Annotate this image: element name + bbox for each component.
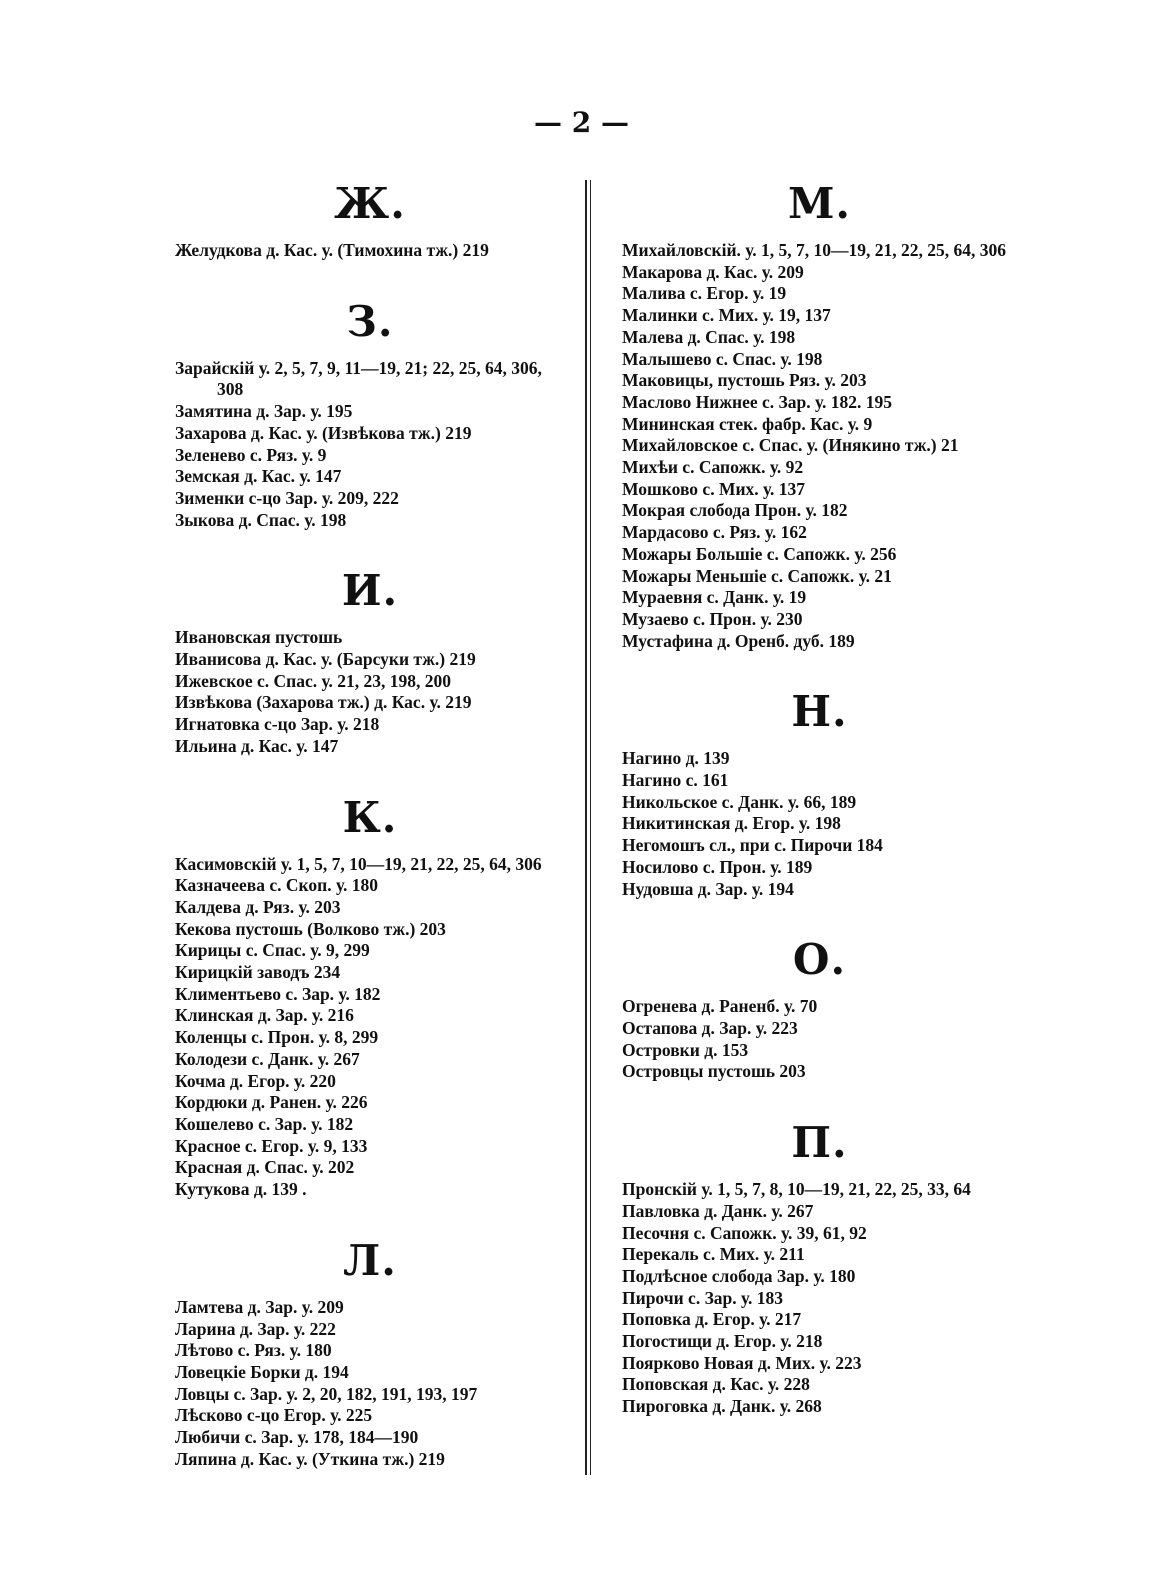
index-entry: Михайловскій. у. 1, 5, 7, 10—19, 21, 22, 25, 64, 306 <box>622 240 1007 260</box>
index-entry: Носилово с. Прон. у. 189 <box>622 856 813 877</box>
section-letter: Н. <box>791 687 848 737</box>
index-entry: Можары Большіе с. Сапожк. у. 256 <box>622 543 897 564</box>
index-entry: Зарайскій у. 2, 5, 7, 9, 11—19, 21; 22, 25, 64, 306, 308 <box>175 357 542 400</box>
index-entry: Малинки с. Мих. у. 19, 137 <box>622 305 831 326</box>
index-entry: Замятина д. Зар. у. 195 <box>175 401 353 422</box>
index-entry: Лѣтово с. Ряз. у. 180 <box>175 1340 332 1361</box>
index-entry: Извѣкова (Захарова тж.) д. Кас. у. 219 <box>175 692 472 713</box>
entry-list <box>175 358 565 532</box>
index-entry: Калдева д. Ряз. у. 203 <box>175 896 341 917</box>
index-entry: Зименки с-цо Зар. у. 209, 222 <box>175 487 399 508</box>
index-entry: Подлѣсное слобода Зар. у. 180 <box>622 1265 856 1286</box>
index-entry: Островцы пустошь 203 <box>622 1061 806 1082</box>
index-entry: Казначеева с. Скоп. у. 180 <box>175 875 378 896</box>
index-entry: Ловцы с. Зар. у. 2, 20, 182, 191, 193, 197 <box>175 1383 478 1404</box>
index-entry: Перекаль с. Мих. у. 211 <box>622 1244 805 1265</box>
index-entry: Мининская стек. фабр. Кас. у. 9 <box>622 413 873 434</box>
index-entry: Ловецкіе Борки д. 194 <box>175 1361 349 1382</box>
index-entry: Пироговка д. Данк. у. 268 <box>622 1396 822 1417</box>
entry-list <box>175 1297 565 1471</box>
index-entry: Нагино с. 161 <box>622 770 729 791</box>
index-entry: Малышево с. Спас. у. 198 <box>622 348 823 369</box>
index-entry: Негомошъ сл., при с. Пирочи 184 <box>622 835 883 856</box>
entry-list <box>622 996 1017 1083</box>
index-entry: Ильина д. Кас. у. 147 <box>175 735 339 756</box>
index-entry: Колодези с. Данк. у. 267 <box>175 1048 360 1069</box>
index-entry: Касимовскій у. 1, 5, 7, 10—19, 21, 22, 25, 64, 306 <box>175 853 542 874</box>
index-entry: Маковицы, пустошь Ряз. у. 203 <box>622 370 867 391</box>
index-section <box>622 1117 1017 1418</box>
index-entry: Красное с. Егор. у. 9, 133 <box>175 1135 368 1156</box>
section-letter: М. <box>787 179 852 228</box>
index-entry: Иванисова д. Кас. у. (Барсуки тж.) 219 <box>175 649 476 670</box>
index-entry: Павловка д. Данк. у. 267 <box>622 1200 814 1221</box>
index-entry: Мокрая слобода Прон. у. 182 <box>622 500 848 521</box>
index-entry: Клинская д. Зар. у. 216 <box>175 1005 354 1026</box>
index-entry: Ивановская пустошь <box>175 627 343 648</box>
section-letter: Ж. <box>334 179 406 228</box>
index-entry: Земская д. Кас. у. 147 <box>175 466 342 487</box>
index-entry: Кордюки д. Ранен. у. 226 <box>175 1092 368 1113</box>
entry-list <box>175 240 565 262</box>
index-entry: Кирицкій заводъ 234 <box>175 962 341 983</box>
index-entry: Коленцы с. Прон. у. 8, 299 <box>175 1027 379 1048</box>
index-section <box>175 296 565 532</box>
index-entry: Мустафина д. Оренб. дуб. 189 <box>622 630 855 651</box>
index-entry: Малива с. Егор. у. 19 <box>622 283 787 304</box>
index-entry: Никольское с. Данк. у. 66, 189 <box>622 791 857 812</box>
page-number: — 2 — <box>534 106 629 139</box>
index-section <box>175 178 565 262</box>
index-entry: Кочма д. Егор. у. 220 <box>175 1070 336 1091</box>
index-section <box>175 1235 565 1471</box>
index-entry: Нудовша д. Зар. у. 194 <box>622 878 794 899</box>
entry-list <box>622 748 1017 900</box>
section-letter: И. <box>341 566 399 616</box>
index-entry: Погостищи д. Егор. у. 218 <box>622 1331 823 1352</box>
index-entry: Климентьево с. Зар. у. 182 <box>175 983 381 1004</box>
index-entry: Ларина д. Зар. у. 222 <box>175 1318 336 1339</box>
index-entry: Зеленево с. Ряз. у. 9 <box>175 444 327 465</box>
index-entry: Ламтева д. Зар. у. 209 <box>175 1296 344 1317</box>
entry-list <box>622 1179 1017 1418</box>
index-entry: Михѣи с. Сапожк. у. 92 <box>622 457 804 478</box>
index-entry: Нагино д. 139 <box>622 748 730 769</box>
index-section <box>175 792 565 1201</box>
index-entry: Музаево с. Прон. у. 230 <box>622 608 803 629</box>
index-entry: Ляпина д. Кас. у. (Уткина тж.) 219 <box>175 1448 445 1469</box>
index-entry: Любичи с. Зар. у. 178, 184—190 <box>175 1427 419 1448</box>
column-divider <box>585 180 587 1475</box>
index-entry: Маслово Нижнее с. Зар. у. 182. 195 <box>622 391 892 412</box>
index-section <box>622 686 1017 900</box>
index-entry: Никитинская д. Егор. у. 198 <box>622 813 841 834</box>
section-letter: О. <box>792 935 847 985</box>
index-entry: Малева д. Спас. у. 198 <box>622 326 796 347</box>
index-entry: Кошелево с. Зар. у. 182 <box>175 1113 354 1134</box>
index-entry: Огренева д. Раненб. у. 70 <box>622 996 818 1017</box>
column-divider-inner <box>590 180 591 1475</box>
index-entry: Кекова пустошь (Волково тж.) 203 <box>175 918 446 939</box>
index-entry: Лѣсково с-цо Егор. у. 225 <box>175 1405 373 1426</box>
entry-list <box>622 240 1017 652</box>
index-section <box>622 178 1017 652</box>
index-entry: Поповская д. Кас. у. 228 <box>622 1374 810 1395</box>
index-entry: Островки д. 153 <box>622 1039 749 1060</box>
index-entry: Остапова д. Зар. у. 223 <box>622 1017 798 1038</box>
index-entry: Захарова д. Кас. у. (Извѣкова тж.) 219 <box>175 422 472 443</box>
index-entry: Михайловское с. Спас. у. (Инякино тж.) 21 <box>622 435 959 456</box>
index-entry: Пронскій у. 1, 5, 7, 8, 10—19, 21, 22, 25, 33, 64 <box>622 1179 971 1200</box>
right-column <box>622 178 1017 1452</box>
index-section <box>175 565 565 757</box>
index-entry: Макарова д. Кас. у. 209 <box>622 261 804 282</box>
section-letter: З. <box>346 296 394 346</box>
index-entry: Можары Меньшіе с. Сапожк. у. 21 <box>622 565 892 586</box>
section-letter: К. <box>342 792 398 842</box>
index-entry: Зыкова д. Спас. у. 198 <box>175 509 347 530</box>
index-entry: Пирочи с. Зар. у. 183 <box>622 1287 784 1308</box>
index-entry: Красная д. Спас. у. 202 <box>175 1157 355 1178</box>
index-entry: Кирицы с. Спас. у. 9, 299 <box>175 940 370 961</box>
index-section <box>622 934 1017 1083</box>
index-entry: Ижевское с. Спас. у. 21, 23, 198, 200 <box>175 670 452 691</box>
entry-list <box>175 627 565 757</box>
index-entry: Мураевня с. Данк. у. 19 <box>622 587 807 608</box>
index-entry: Кутукова д. 139 . <box>175 1179 307 1200</box>
index-entry: Поярково Новая д. Мих. у. 223 <box>622 1352 862 1373</box>
section-letter: Л. <box>343 1235 397 1285</box>
index-entry: Мардасово с. Ряз. у. 162 <box>622 522 807 543</box>
index-entry: Поповка д. Егор. у. 217 <box>622 1309 802 1330</box>
left-column <box>175 178 565 1504</box>
index-entry: Желудкова д. Кас. у. (Тимохина тж.) 219 <box>175 240 489 260</box>
index-entry: Песочня с. Сапожк. у. 39, 61, 92 <box>622 1222 867 1243</box>
section-letter: П. <box>791 1118 848 1168</box>
entry-list <box>175 854 565 1201</box>
index-entry: Игнатовка с-цо Зар. у. 218 <box>175 714 380 735</box>
index-entry: Мошково с. Мих. у. 137 <box>622 478 806 499</box>
